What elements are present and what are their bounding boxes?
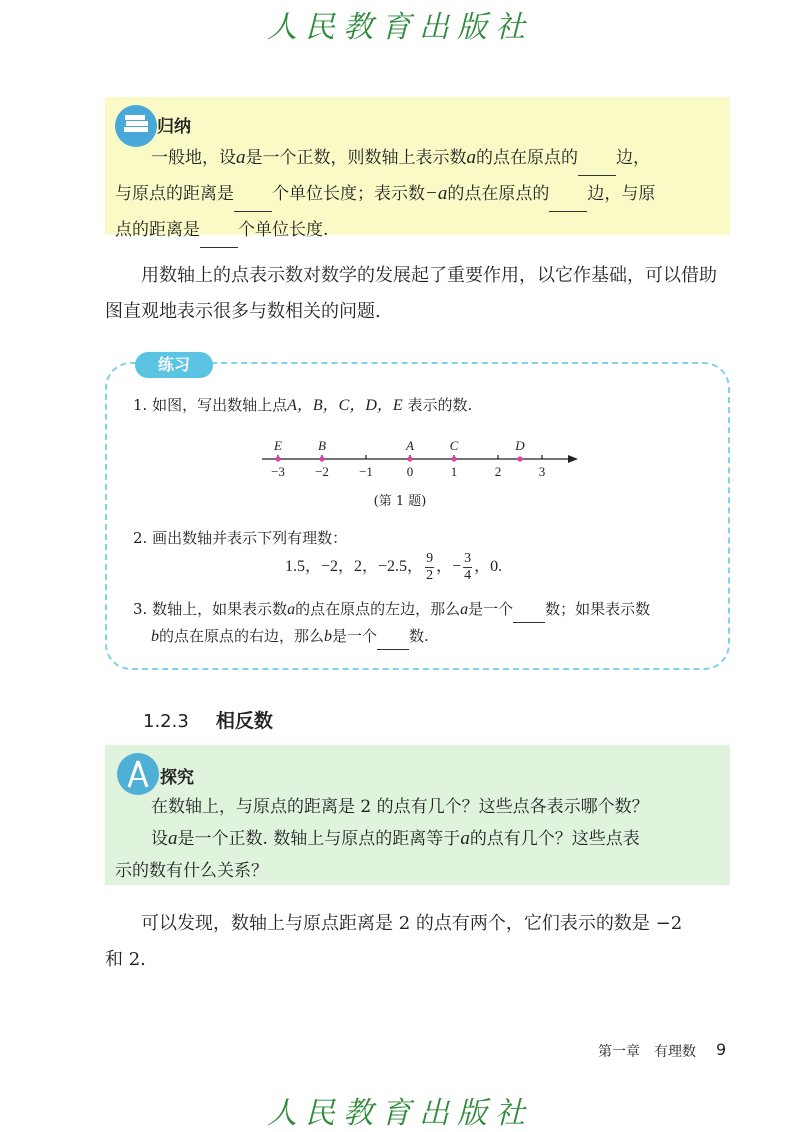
question-3: 3. 数轴上，如果表示数a的点在原点的左边，那么a是一个 数；如果表示数 b的点在原点的右边，那么b是一个 数.: [133, 596, 713, 650]
compass-icon: [117, 753, 159, 795]
section-title: 相反数: [215, 710, 273, 732]
rational-numbers-list: 1.5，−2，2，−2.5， $\frac{9}{2}$ ，− $\frac{3}{4}$ ，0.: [285, 551, 503, 583]
paragraph-2: 可以发现，数轴上与原点距离是 2 的点有两个，它们表示的数是 −2 和 2.: [105, 913, 683, 970]
tick-label: 0: [406, 464, 414, 479]
page-number: 9: [716, 1040, 727, 1059]
answer-blank[interactable]: [234, 193, 272, 212]
publisher-logo-top: 人民教育出版社: [267, 10, 533, 45]
explore-text: 在数轴上，与原点的距离是 2 的点有几个？这些点各表示哪个数？ 设a是一个正数. 数轴上与原点的距离等于a的点有几个？这些点表 示的数有什么关系？: [115, 797, 649, 881]
point-d-marker: [517, 456, 522, 461]
tick-label: −3: [271, 464, 285, 479]
section-heading: [143, 706, 273, 733]
question-1: 1. 如图，写出数轴上点A，B，C，D，E 表示的数.: [133, 396, 473, 414]
point-b-marker: [319, 456, 324, 461]
fraction-3-4: $\frac{3}{4}$: [464, 551, 472, 583]
point-b-label: B: [318, 438, 326, 453]
explore-box: [105, 745, 730, 885]
tick-label: 2: [494, 464, 502, 479]
tick-label: 3: [538, 464, 546, 479]
summary-title: 归纳: [157, 117, 191, 137]
tick-label: −2: [315, 464, 329, 479]
answer-blank[interactable]: [377, 631, 409, 650]
point-a-label: A: [406, 438, 414, 453]
practice-tab: 练习: [135, 352, 213, 378]
paragraph-1: 用数轴上的点表示数对数学的发展起了重要作用，以它作基础，可以借助 图直观地表示很多与数相关的问题.: [105, 265, 717, 322]
tick-label: 1: [450, 464, 458, 479]
answer-blank[interactable]: [578, 157, 616, 176]
number-line-figure: [250, 432, 590, 482]
number-line-arrow: [568, 455, 578, 463]
point-c-marker: [451, 456, 456, 461]
question-2: 2. 画出数轴并表示下列有理数：: [133, 529, 348, 547]
explore-title: 探究: [160, 768, 194, 788]
answer-blank[interactable]: [549, 193, 587, 212]
publisher-logo-bottom: 人民教育出版社: [267, 1096, 533, 1131]
section-number: 1.2.3: [143, 711, 189, 732]
summary-box: [105, 97, 730, 240]
point-e-marker: [275, 456, 280, 461]
answer-blank[interactable]: [200, 229, 238, 248]
fraction-9-2: $\frac{9}{2}$: [426, 551, 434, 583]
chapter-label: 第一章 有理数: [598, 1044, 696, 1060]
point-a-marker: [407, 456, 412, 461]
point-c-label: C: [449, 438, 459, 453]
point-e-label: E: [274, 438, 282, 453]
figure-caption: (第 1 题): [373, 494, 427, 509]
tick-label: −1: [359, 464, 373, 479]
answer-blank[interactable]: [513, 604, 545, 623]
summary-text: 一般地，设a是一个正数，则数轴上表示数a的点在原点的 边， 与原点的距离是 个单位长度；表示数−a的点在原点的 边，与原 点的距离是 个单位长度.: [115, 140, 715, 248]
point-d-label: D: [515, 438, 525, 453]
